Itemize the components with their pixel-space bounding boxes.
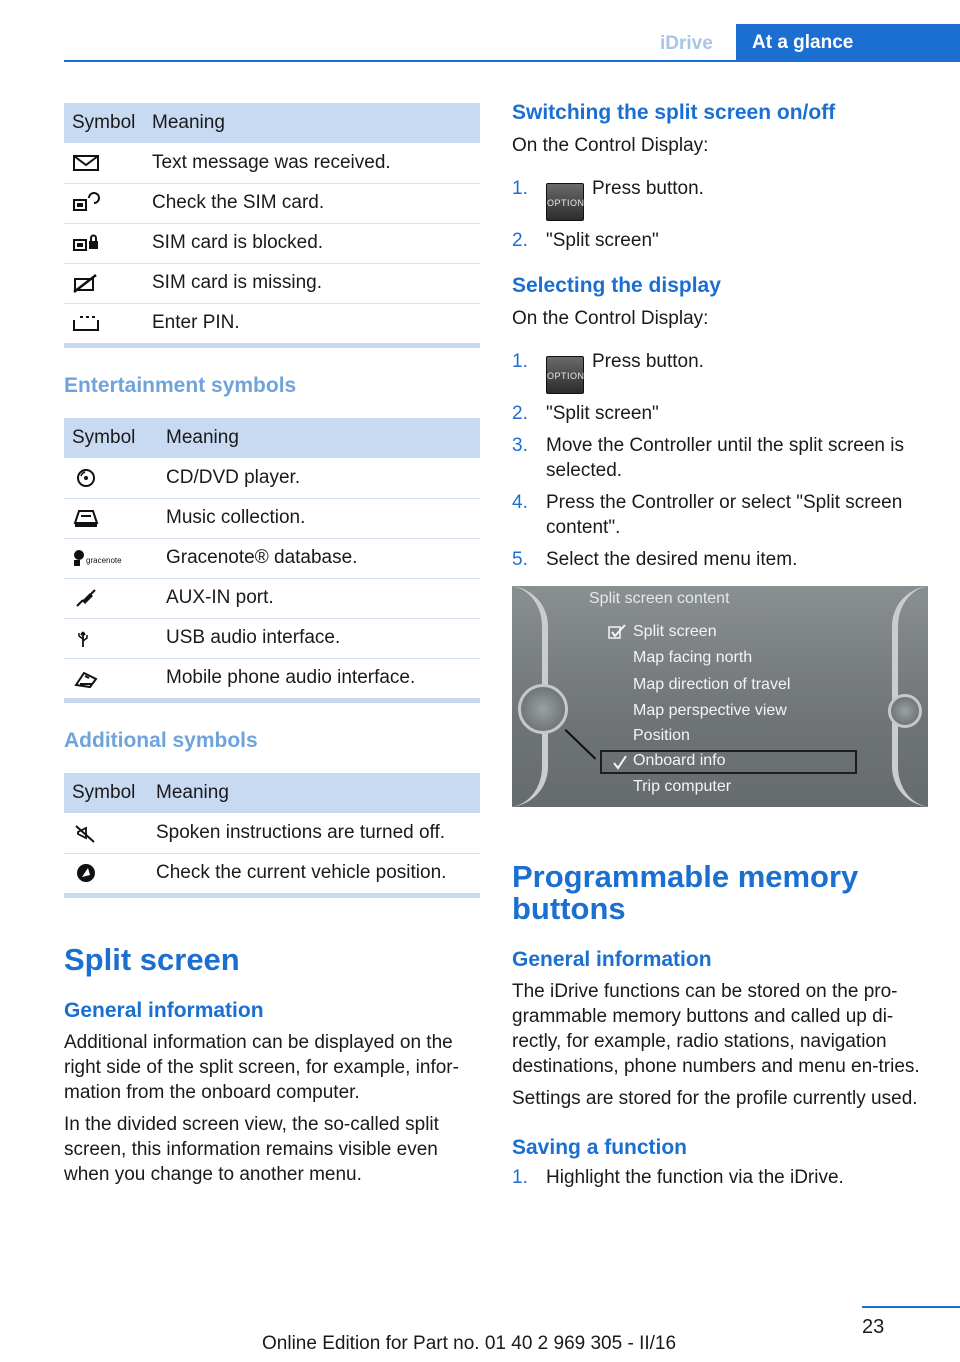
table-row: [64, 498, 480, 538]
selecting-steps: [512, 349, 932, 572]
switching-heading: Switching the split screen on/off: [512, 101, 836, 124]
screen-menu-item: Position: [633, 727, 690, 744]
callout-line: [565, 729, 597, 760]
screen-menu-item: Map perspective view: [633, 702, 787, 719]
col-symbol: Symbol: [64, 773, 148, 813]
right-knob-icon: [888, 694, 922, 728]
table-row: [64, 658, 480, 698]
selecting-intro: On the Control Display:: [512, 308, 709, 329]
memory-title: Programmable memory buttons: [512, 859, 859, 926]
saving-steps: [512, 1165, 932, 1190]
screen-menu-item: Map facing north: [633, 649, 753, 666]
screen-menu-item: Onboard info: [633, 752, 726, 769]
sim-locked-icon: [72, 232, 100, 254]
header-section: iDrive: [660, 33, 713, 54]
table-end-rule: [64, 698, 480, 703]
col-meaning: Meaning: [158, 418, 480, 458]
screen-menu-item: Trip computer: [633, 778, 732, 795]
gracenote-icon: [72, 547, 134, 569]
table-row: [64, 263, 480, 303]
split-screen-para-2: In the divided screen view, the so-called split screen, this information remains visible even when you change to another menu.: [64, 1114, 439, 1185]
music-collection-icon: [72, 507, 100, 529]
table-row: [64, 183, 480, 223]
checkbox-checked-icon: [608, 624, 628, 640]
edition-text: Online Edition for Part no. 01 40 2 969 305 - II/16: [262, 1333, 677, 1354]
table-row: [64, 458, 480, 498]
entertainment-symbols-table: [64, 418, 480, 698]
table-row: [64, 618, 480, 658]
row-meaning: Text message was received.: [144, 143, 480, 183]
row-meaning: CD/DVD player.: [158, 458, 480, 498]
col-symbol: Symbol: [64, 103, 144, 143]
controller-knob-icon: [518, 684, 568, 734]
row-meaning: Check the SIM card.: [144, 183, 480, 223]
col-meaning: Meaning: [144, 103, 480, 143]
split-screen-general-heading: General information: [64, 999, 264, 1022]
list-item: 1. OPTIONPress button.: [512, 349, 932, 394]
table-end-rule: [64, 343, 480, 348]
svg-text:gracenote: gracenote: [86, 555, 122, 565]
row-meaning: USB audio interface.: [158, 618, 480, 658]
list-item: 5. Select the desired menu item.: [512, 549, 798, 570]
additional-symbols-table: [64, 773, 480, 893]
col-meaning: Meaning: [148, 773, 480, 813]
list-item: 3. Move the Controller until the split screen is selected.: [512, 435, 904, 481]
sim-check-icon: [72, 192, 100, 214]
list-item: 4. Press the Controller or select "Split screen content".: [512, 492, 903, 538]
sim-missing-icon: [72, 272, 100, 294]
list-item: 1. OPTIONPress button.: [512, 176, 932, 221]
row-meaning: Spoken instructions are turned off.: [148, 813, 480, 853]
switching-intro: On the Control Display:: [512, 135, 709, 156]
control-display-screenshot: [512, 586, 928, 807]
screen-menu-item: Map direction of travel: [633, 676, 791, 693]
cd-icon: [72, 467, 100, 489]
entertainment-heading: Entertainment symbols: [64, 374, 297, 397]
row-meaning: SIM card is blocked.: [144, 223, 480, 263]
check-mark-icon: [612, 754, 628, 770]
table-row: [64, 578, 480, 618]
list-item: 2. "Split screen": [512, 230, 659, 251]
table-row: [64, 143, 480, 183]
table-row: [64, 853, 480, 893]
table-end-rule: [64, 893, 480, 898]
voice-off-icon: [72, 822, 100, 844]
col-symbol: Symbol: [64, 418, 158, 458]
vehicle-position-icon: [72, 862, 100, 884]
option-button-icon: OPTION: [546, 356, 584, 394]
memory-para-2: Settings are stored for the profile currently used.: [512, 1088, 918, 1109]
row-meaning: Gracenote® database.: [158, 538, 480, 578]
switching-steps: [512, 176, 932, 253]
row-meaning: AUX-IN port.: [158, 578, 480, 618]
row-meaning: Music collection.: [158, 498, 480, 538]
envelope-icon: [72, 152, 100, 174]
phone-audio-icon: [72, 667, 100, 689]
row-meaning: Check the current vehicle position.: [156, 862, 447, 884]
row-meaning: Enter PIN.: [152, 312, 240, 334]
memory-para-1: The iDrive functions can be stored on the pro-grammable memory buttons and called up di-rectly, for example, radio stations, navigation destinations, phone numbers and menu en-tries.: [512, 981, 920, 1077]
selecting-heading: Selecting the display: [512, 274, 721, 297]
left-column: [64, 103, 480, 1187]
list-item: 2. "Split screen": [512, 403, 659, 424]
footer-rule: [862, 1306, 960, 1308]
option-button-icon: OPTION: [546, 183, 584, 221]
row-meaning: SIM card is missing.: [144, 263, 480, 303]
table-row: [64, 223, 480, 263]
table-row: [64, 813, 480, 853]
memory-general-heading: General information: [512, 948, 712, 971]
split-screen-para-1: Additional information can be displayed on the right side of the split screen, for example, infor-mation from the onboard computer.: [64, 1032, 459, 1103]
header-rule: [64, 60, 960, 62]
page-number: 23: [862, 1316, 885, 1338]
right-column: [512, 100, 932, 1197]
table-row: [64, 303, 480, 343]
table-row: [64, 538, 480, 578]
header-chapter-tab: At a glance: [736, 24, 960, 62]
saving-heading: Saving a function: [512, 1136, 688, 1159]
usb-icon: [72, 627, 100, 649]
pin-entry-icon: [72, 312, 100, 334]
split-screen-title: Split screen: [64, 942, 240, 977]
list-item: 1. Highlight the function via the iDrive.: [512, 1167, 844, 1188]
additional-heading: Additional symbols: [64, 729, 258, 752]
row-meaning: Mobile phone audio interface.: [166, 667, 416, 689]
aux-plug-icon: [72, 587, 100, 609]
phone-symbols-table: [64, 103, 480, 343]
screen-menu-item: Split screen: [633, 623, 717, 640]
screen-title: Split screen content: [589, 590, 730, 607]
